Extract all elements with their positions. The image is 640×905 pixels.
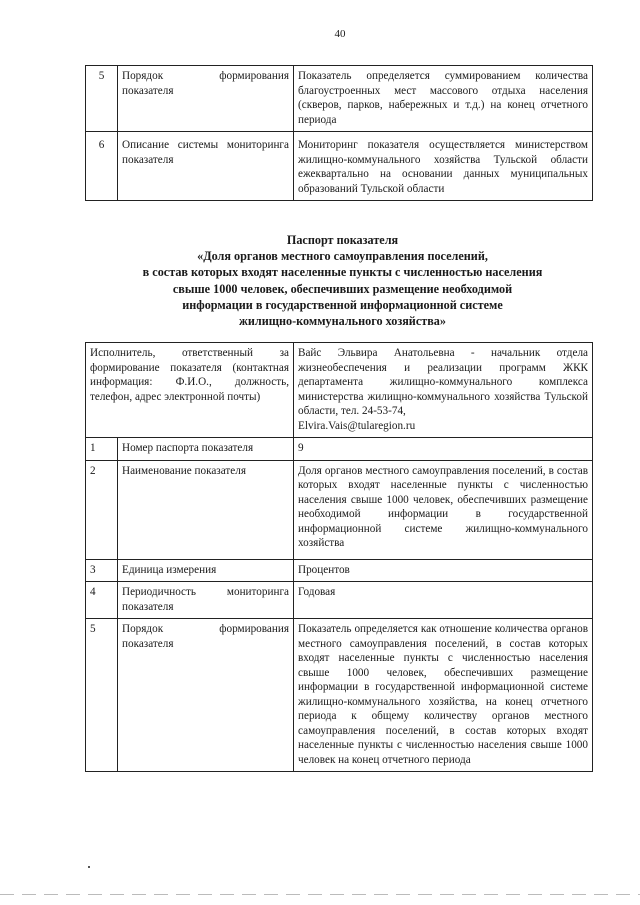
table-row (86, 438, 593, 461)
passport-heading: Паспорт показателя (286, 233, 399, 247)
row-value: Мониторинг показателя осуществляется министерством жилищно-коммунального хозяйства Тульской области ежеквартально на основании данных муниципальных образований Тульской области (294, 132, 593, 201)
page-number: 40 (334, 28, 346, 40)
row-label: Наименование показателя (118, 460, 294, 559)
row-label: Описание системы мониторинга показателя (118, 132, 294, 201)
scan-artifact-line (0, 894, 640, 895)
scan-speck (88, 866, 90, 868)
passport-table (85, 342, 593, 772)
row-number: 1 (86, 438, 118, 461)
table-row (86, 582, 593, 619)
row-label: Порядок формирования показателя (118, 66, 294, 132)
executor-value (294, 343, 593, 438)
passport-title-line: в состав которых входят населенные пункты с численностью населения (142, 265, 543, 280)
row-value: Показатель определяется как отношение количества органов местного самоуправления поселений, в состав которых входят населенные пункты с численностью населения свыше 1000 человек, обеспечивших размещение информации в государственной информационной системе жилищно-коммунального хозяйства, на конец отчетного периода к общему количеству органов местного самоуправления поселений, в состав которых входят населенные пункты с численностью населения свыше 1000 человек на конец отчетного периода (294, 619, 593, 772)
row-number: 6 (86, 132, 118, 201)
row-value: 9 (294, 438, 593, 461)
row-number: 3 (86, 559, 118, 582)
passport-title (95, 232, 590, 329)
row-value: Доля органов местного самоуправления поселений, в состав которых входят населенные пункты с численностью населения свыше 1000 человек, обеспечивших размещение необходимой информации в государственной информационной системе жилищно-коммунального хозяйства (294, 460, 593, 559)
row-label: Периодичность мониторинга показателя (118, 582, 294, 619)
row-number: 5 (86, 66, 118, 132)
row-value: Годовая (294, 582, 593, 619)
row-label: Единица измерения (118, 559, 294, 582)
row-value: Показатель определяется суммированием количества благоустроенных мест массового отдыха населения (скверов, парков, набережных и т.д.) на конец отчетного периода (294, 66, 593, 132)
table-row (86, 619, 593, 772)
table-row (86, 66, 593, 132)
row-number: 4 (86, 582, 118, 619)
row-value: Процентов (294, 559, 593, 582)
passport-title-line: информации в государственной информационной системе (182, 297, 503, 312)
passport-title-line: свыше 1000 человек, обеспечивших размещение необходимой (172, 281, 513, 296)
row-number: 5 (86, 619, 118, 772)
row-label: Номер паспорта показателя (118, 438, 294, 461)
table-row (86, 460, 593, 559)
executor-contact: Вайс Эльвира Анатольевна - начальник отдела жизнеобеспечения и реализации программ ЖКК департамента жилищно-коммунального комплекса министерства жилищно-коммунального хозяйства Тульской области, тел. 24-53-74, (298, 347, 588, 417)
passport-title-line: «Доля органов местного самоуправления поселений, (197, 249, 488, 264)
table-row (86, 343, 593, 438)
row-label: Порядок формирования показателя (118, 619, 294, 772)
executor-email: Elvira.Vais@tularegion.ru (298, 419, 416, 432)
indicator-table-continued (85, 65, 593, 201)
passport-title-line: жилищно-коммунального хозяйства» (239, 314, 446, 329)
table-row (86, 132, 593, 201)
executor-label: Исполнитель, ответственный за формирование показателя (контактная информация: Ф.И.О., должность, телефон, адрес электронной почты) (86, 343, 294, 438)
table-row (86, 559, 593, 582)
row-number: 2 (86, 460, 118, 559)
